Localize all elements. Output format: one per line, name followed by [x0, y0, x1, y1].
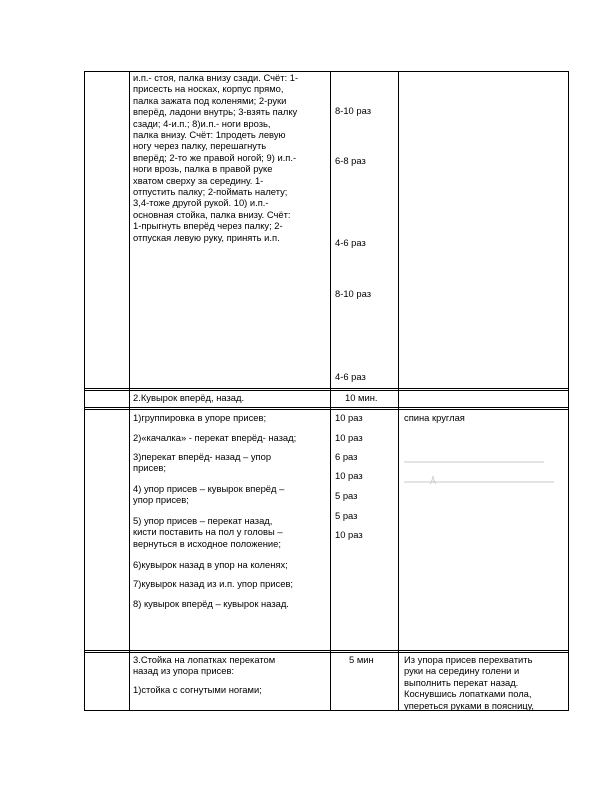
faint-line-1: [404, 461, 544, 463]
row-divider-2b: [84, 409, 569, 410]
row3-dosage-7: 10 раз: [335, 529, 363, 540]
section-title-somersault: 2.Кувырок вперёд, назад.: [133, 392, 245, 403]
row1-dosage-2: 6-8 раз: [335, 155, 366, 166]
row3-item-8: 8) кувырок вперёд – кувырок назад.: [133, 598, 289, 609]
row3-item-2: 2)«качалка» - перекат вперёд- назад;: [133, 432, 297, 443]
faint-line-2: [404, 481, 554, 483]
column-divider-1: [129, 71, 130, 711]
row-divider-3b: [84, 652, 569, 653]
row4-item-1: 1)стойка с согнутыми ногами;: [133, 684, 262, 695]
table-border-right: [568, 71, 569, 711]
row1-dosage-4: 8-10 раз: [335, 288, 371, 299]
row1-dosage-1: 8-10 раз: [335, 105, 371, 116]
row3-item-1: 1)группировка в упоре присев;: [133, 412, 267, 423]
column-divider-2: [330, 71, 331, 711]
row1-description: и.п.- стоя, палка внизу сзади. Счёт: 1- присесть на носках, корпус прямо, палка зажата под коленями; 2-руки вперёд, ладони внутрь; 3-взять палку сзади; 4-и.п.; 8)и.п.- ноги врозь, палка внизу. Счёт: 1продеть левую ногу через палку, перешагнуть вперёд; 2-то же правой ногой; 9) и.п.- ноги врозь, палка в правой руке хватом сверху за середину. 1- отпустить палку; 2-поймать налету; 3,4-тоже другой рукой. 10) и.п.- основная стойка, палка внизу. Счёт: 1-прыгнуть вперёд через палку; 2- отпуская левую руку, принять и.п.: [133, 72, 299, 243]
row3-item-7: 7)кувырок назад из и.п. упор присев;: [133, 578, 294, 589]
row-divider-3: [84, 650, 569, 651]
row3-dosage-4: 10 раз: [335, 470, 363, 481]
row1-dosage-3: 4-6 раз: [335, 237, 366, 248]
row-divider-1: [84, 388, 569, 389]
row3-dosage-1: 10 раз: [335, 412, 363, 423]
faint-figure-icon: Å: [430, 476, 437, 486]
row-divider-2: [84, 407, 569, 408]
table-border-left: [84, 71, 85, 711]
row1-dosage-5: 4-6 раз: [335, 371, 366, 382]
row4-note: Из упора присев перехватить руки на середину голени и выполнить перекат назад. Коснувшись лопатками пола, упереться руками в поясницу,: [404, 654, 535, 711]
row3-dosage-5: 5 раз: [335, 490, 358, 501]
row3-item-4: 4) упор присев – кувырок вперёд – упор присев;: [133, 483, 285, 506]
row2-duration: 10 мин.: [345, 392, 378, 403]
row-divider-1b: [84, 390, 569, 391]
row3-dosage-3: 6 раз: [335, 451, 358, 462]
row3-dosage-2: 10 раз: [335, 432, 363, 443]
column-divider-3: [398, 71, 399, 711]
row3-item-3: 3)перекат вперёд- назад – упор присев;: [133, 451, 272, 474]
row4-duration: 5 мин: [349, 654, 374, 665]
exercise-table: [84, 71, 569, 711]
row3-item-6: 6)кувырок назад в упор на коленях;: [133, 559, 288, 570]
row3-dosage-6: 5 раз: [335, 510, 358, 521]
section-title-shoulder-stand: 3.Стойка на лопатках перекатом назад из упора присев:: [133, 654, 276, 677]
row3-item-5: 5) упор присев – перекат назад, кисти поставить на пол у головы – вернуться в исходное положение;: [133, 515, 283, 549]
row3-note: спина круглая: [404, 412, 465, 423]
